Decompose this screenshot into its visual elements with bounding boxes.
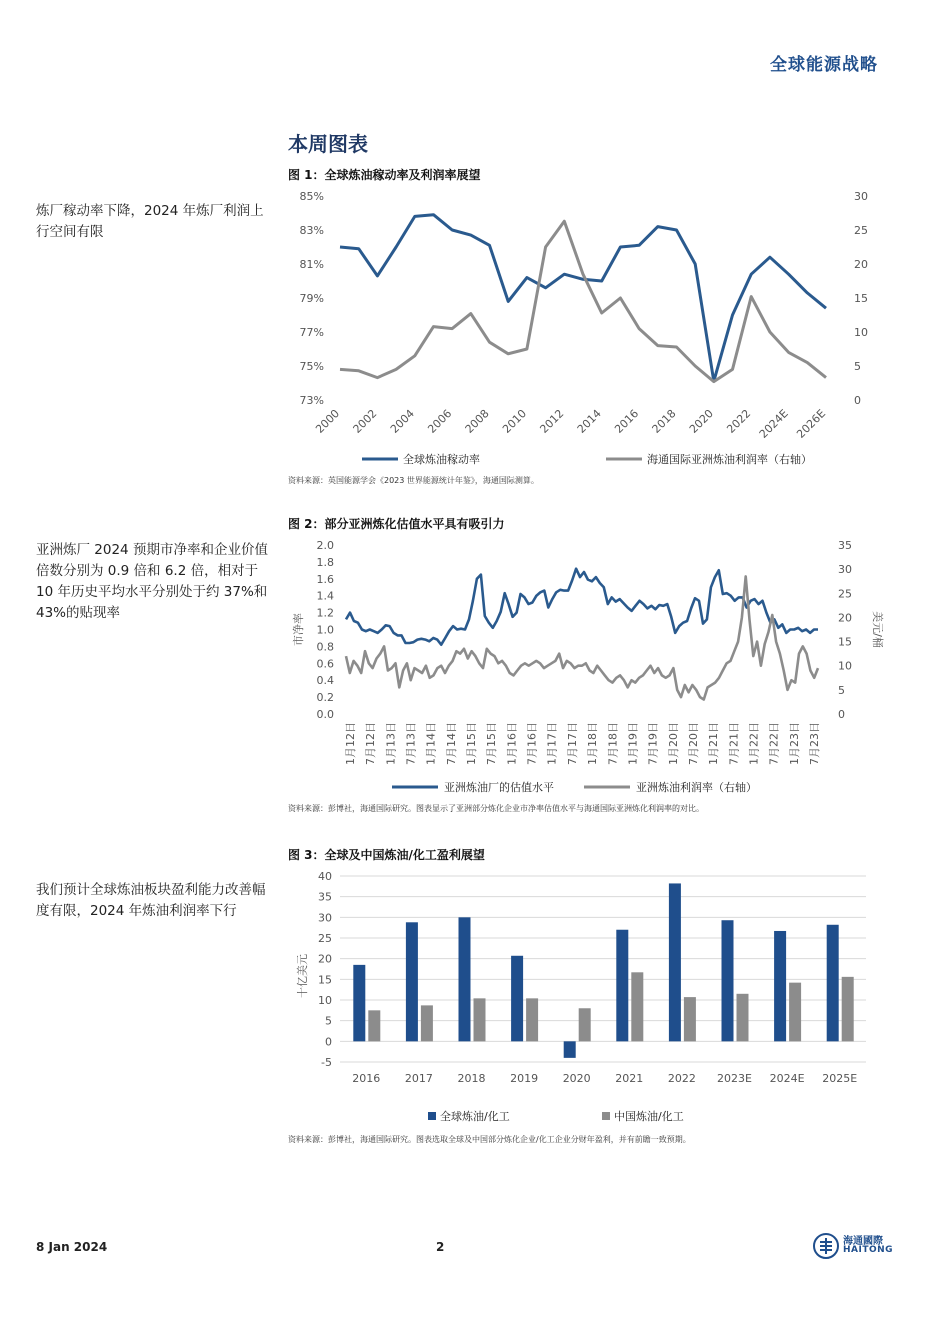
legend-label-margin: 海通国际亚洲炼油利润率（右轴） <box>647 453 812 466</box>
x-axis-tick: 2026E <box>794 406 829 441</box>
bar-china <box>579 1008 591 1041</box>
chart-2 <box>288 536 888 798</box>
x-axis-tick: 2008 <box>462 406 492 436</box>
right-axis-tick: 20 <box>838 611 852 625</box>
x-axis-tick: 7月22日 <box>767 722 781 765</box>
haitong-logo-icon <box>813 1233 839 1259</box>
x-axis-tick: 1月16日 <box>505 722 519 765</box>
left-axis-tick: 0.2 <box>316 691 334 705</box>
x-axis-tick: 2010 <box>500 406 530 436</box>
right-axis-tick: 0 <box>854 394 861 407</box>
x-axis-tick: 2024E <box>756 406 791 441</box>
left-axis-tick: 1.2 <box>316 606 334 620</box>
x-axis-tick: 2022 <box>667 1072 696 1085</box>
x-axis-tick: 7月16日 <box>525 722 539 765</box>
right-axis-tick: 30 <box>838 563 852 577</box>
x-axis-tick: 2019 <box>510 1072 539 1085</box>
left-axis-tick: 0.6 <box>316 657 334 671</box>
bar-global <box>459 917 471 1041</box>
y-axis-tick: -5 <box>321 1056 332 1069</box>
left-axis-tick: 1.8 <box>316 555 334 569</box>
legend-label-utilization: 全球炼油稼动率 <box>403 453 480 466</box>
x-axis-tick: 2024E <box>769 1072 805 1085</box>
x-axis-tick: 2020 <box>686 406 716 436</box>
chart-3 <box>288 866 888 1128</box>
y-axis-tick: 35 <box>318 890 332 904</box>
chart-1 <box>288 186 888 476</box>
y-axis-title: 十亿美元 <box>296 954 309 998</box>
x-axis-tick: 2020 <box>562 1072 591 1085</box>
right-axis-tick: 5 <box>838 683 845 697</box>
legend-label-global: 全球炼油/化工 <box>440 1110 510 1123</box>
right-axis-tick: 10 <box>854 326 868 339</box>
x-axis-tick: 7月15日 <box>485 722 499 765</box>
right-axis-tick: 35 <box>838 539 852 552</box>
bar-global <box>774 931 786 1041</box>
y-axis-tick: 40 <box>318 870 332 883</box>
legend-swatch-china <box>602 1112 610 1120</box>
bar-china <box>684 997 696 1041</box>
x-axis-tick: 1月22日 <box>747 722 761 765</box>
y-axis-tick: 5 <box>325 1014 332 1028</box>
side-note-2: 亚洲炼厂 2024 预期市净率和企业价值倍数分别为 0.9 倍和 6.2 倍，相对于 10 年历史平均水平分别处于约 37%和 43%的贴现率 <box>36 542 268 621</box>
page-number: 2 <box>436 1240 445 1254</box>
x-axis-tick: 1月15日 <box>465 722 479 765</box>
side-note-1: 炼厂稼动率下降，2024 年炼厂利润上行空间有限 <box>36 203 264 240</box>
figure-1-title: 图 1：全球炼油稼动率及利润率展望 <box>288 168 481 182</box>
right-axis-title: 美元/桶 <box>871 611 884 648</box>
report-series-title: 全球能源战略 <box>770 55 878 75</box>
bar-global <box>406 922 418 1041</box>
x-axis-tick: 2018 <box>457 1072 486 1085</box>
right-axis-tick: 15 <box>838 635 852 649</box>
figure-3-title: 图 3：全球及中国炼油/化工盈利展望 <box>288 848 485 862</box>
x-axis-tick: 2004 <box>387 406 417 436</box>
left-axis-tick: 73% <box>299 394 324 407</box>
figure-2-source: 资料来源：彭博社，海通国际研究。图表显示了亚洲部分炼化企业市净率估值水平与海通国际亚洲炼化利润率的对比。 <box>288 804 704 813</box>
right-axis-tick: 30 <box>854 190 868 203</box>
bar-global <box>353 965 365 1041</box>
x-axis-tick: 2016 <box>352 1072 381 1085</box>
x-axis-tick: 1月14日 <box>424 722 438 765</box>
x-axis-tick: 2016 <box>612 406 642 436</box>
x-axis-tick: 2006 <box>425 406 455 436</box>
x-axis-tick: 1月21日 <box>707 722 721 765</box>
logo-text-en: HAITONG <box>843 1245 894 1255</box>
bar-global <box>827 925 839 1042</box>
x-axis-tick: 2022 <box>724 406 754 436</box>
left-axis-tick: 81% <box>299 258 324 271</box>
x-axis-tick: 2018 <box>649 406 679 436</box>
left-axis-tick: 1.0 <box>316 623 334 637</box>
figure-3-source: 资料来源：彭博社，海通国际研究。图表选取全球及中国部分炼化企业/化工企业分财年盈利，并有前瞻一致预期。 <box>288 1135 691 1144</box>
x-axis-tick: 2014 <box>574 406 604 436</box>
left-axis-tick: 83% <box>299 224 324 237</box>
left-axis-tick: 2.0 <box>316 539 334 552</box>
margin-line <box>346 576 818 699</box>
left-axis-tick: 85% <box>299 190 324 203</box>
x-axis-tick: 7月19日 <box>646 722 660 765</box>
x-axis-tick: 1月19日 <box>626 722 640 765</box>
bar-global <box>722 920 734 1041</box>
left-axis-tick: 75% <box>299 360 324 373</box>
x-axis-tick: 2025E <box>822 1072 858 1085</box>
legend-label-china: 中国炼油/化工 <box>614 1110 684 1123</box>
x-axis-tick: 7月21日 <box>727 722 741 765</box>
x-axis-tick: 2012 <box>537 406 567 436</box>
y-axis-tick: 10 <box>318 994 332 1007</box>
x-axis-tick: 2021 <box>615 1072 644 1085</box>
section-title: 本周图表 <box>288 132 368 156</box>
bar-china <box>631 972 643 1041</box>
y-axis-tick: 0 <box>325 1035 332 1049</box>
left-axis-tick: 1.6 <box>316 572 334 586</box>
figure-2-title: 图 2：部分亚洲炼化估值水平具有吸引力 <box>288 517 505 531</box>
x-axis-tick: 2002 <box>350 406 380 436</box>
logo-text-zh: 海通國際 <box>843 1236 883 1247</box>
bar-china <box>842 977 854 1041</box>
x-axis-tick: 1月20日 <box>666 722 680 765</box>
y-axis-tick: 30 <box>318 911 332 925</box>
x-axis-tick: 1月13日 <box>384 722 398 765</box>
margin-line <box>340 221 826 381</box>
right-axis-tick: 15 <box>854 292 868 305</box>
side-note-3: 我们预计全球炼油板块盈利能力改善幅度有限，2024 年炼油利润率下行 <box>36 882 266 919</box>
x-axis-tick: 2023E <box>717 1072 752 1085</box>
figure-1-source: 资料来源：英国能源学会《2023 世界能源统计年鉴》，海通国际测算。 <box>288 476 539 485</box>
bar-global <box>511 956 523 1042</box>
bar-global <box>564 1041 576 1058</box>
x-axis-tick: 7月14日 <box>444 722 458 765</box>
x-axis-tick: 2017 <box>404 1072 433 1085</box>
right-axis-tick: 10 <box>838 659 852 673</box>
x-axis-tick: 1月18日 <box>586 722 600 765</box>
x-axis-tick: 2000 <box>313 406 343 436</box>
bar-china <box>474 998 486 1041</box>
left-axis-tick: 0.4 <box>316 674 334 688</box>
left-axis-tick: 1.4 <box>316 589 334 603</box>
left-axis-tick: 0.0 <box>316 708 334 721</box>
bar-china <box>421 1005 433 1041</box>
left-axis-title: 市净率 <box>292 613 305 646</box>
right-axis-tick: 25 <box>838 587 852 601</box>
bar-global <box>669 883 681 1041</box>
right-axis-tick: 5 <box>854 360 861 373</box>
legend-label-valuation: 亚洲炼油厂的估值水平 <box>444 781 554 794</box>
legend-swatch-global <box>428 1112 436 1120</box>
x-axis-tick: 1月12日 <box>344 722 357 765</box>
x-axis-tick: 7月18日 <box>606 722 620 765</box>
right-axis-tick: 25 <box>854 224 868 237</box>
bar-china <box>526 998 538 1041</box>
bar-global <box>616 930 628 1042</box>
bar-china <box>737 994 749 1042</box>
x-axis-tick: 7月13日 <box>404 722 418 765</box>
x-axis-tick: 1月23日 <box>787 722 801 765</box>
report-date: 8 Jan 2024 <box>36 1240 108 1254</box>
x-axis-tick: 7月23日 <box>808 722 821 765</box>
y-axis-tick: 15 <box>318 973 332 987</box>
x-axis-tick: 1月17日 <box>545 722 559 765</box>
right-axis-tick: 20 <box>854 258 868 271</box>
legend-label-margin: 亚洲炼油利润率（右轴） <box>636 781 757 794</box>
left-axis-tick: 77% <box>299 326 324 339</box>
x-axis-tick: 7月12日 <box>364 722 378 765</box>
right-axis-tick: 0 <box>838 708 845 721</box>
x-axis-tick: 7月20日 <box>686 722 700 765</box>
left-axis-tick: 79% <box>299 292 324 305</box>
y-axis-tick: 25 <box>318 932 332 945</box>
bar-china <box>368 1010 380 1041</box>
left-axis-tick: 0.8 <box>316 640 334 654</box>
haitong-logo <box>813 1231 893 1261</box>
bar-china <box>789 983 801 1042</box>
x-axis-tick: 7月17日 <box>565 722 579 765</box>
y-axis-tick: 20 <box>318 952 332 966</box>
